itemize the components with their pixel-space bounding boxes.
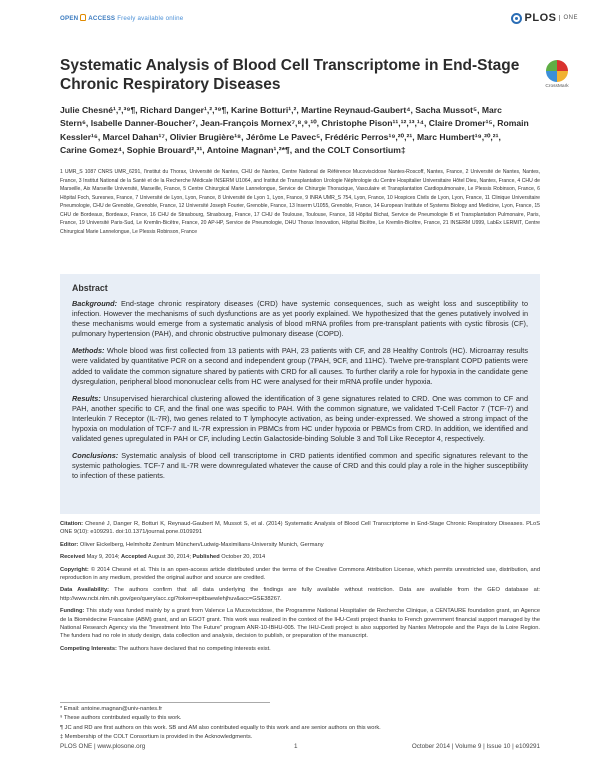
data-availability: Data Availability: The authors confirm that all data underlying the findings are fully available without restriction. Data are available from the GEO database at: http://www.ncbi.nlm.nih.gov/geo/query/acc.cgi?token=epitbaewlehjhuv&acc=GSE38267.	[60, 587, 540, 602]
consortium-note: ‡ Membership of the COLT Consortium is provided in the Acknowledgments.	[60, 734, 253, 741]
footnotes	[60, 705, 540, 743]
editor: Editor: Oliver Eickelberg, Helmholtz Zentrum München/Ludwig-Maximilians-University Munich, Germany	[60, 541, 324, 548]
open-lock-icon	[80, 14, 86, 21]
abstract-heading: Abstract	[72, 283, 108, 293]
journal-header	[60, 12, 578, 30]
crossmark-icon	[546, 60, 568, 82]
article-metadata	[60, 520, 540, 657]
open-access-badge: OPEN ACCESS Freely available online	[60, 15, 184, 22]
footnote-divider	[60, 702, 270, 703]
copyright: Copyright: © 2014 Chesné et al. This is an open-access article distributed under the terms of the Creative Commons Attribution License, which permits unrestricted use, distribution, and reproduction in any medium, provided the original author and source are credited.	[60, 566, 540, 582]
abstract-results: Results: Unsupervised hierarchical clustering allowed the identification of 3 gene signatures related to CRD. One was common to CF and PAH, another specific to CF, and the final one was specific to PAH. With the common signature, we validated T-Cell Factor 7 (TCF-7) and Interleukin 7 Receptor (IL-7R), two genes related to T lymphocyte activation, as being under-expressed. We showed a strong impact of the hypoxia on modulation of TCF-7 and IL-7R expression in PBMCs from HC under hypoxia or PBMCs from CRD. In addition, we identified and validated genes upregulated in PAH or CF, including Lectin Galactoside-binding Soluble 3 and Toll Like Receptor 4, respectively.	[72, 393, 528, 444]
citation: Citation: Chesné J, Danger R, Botturi K, Reynaud-Gaubert M, Mussot S, et al. (2014) Systematic Analysis of Blood Cell Transcriptome in End-Stage Chronic Respiratory Diseases. PLoS ONE 9(10): e109291. doi:10.1371/journal.pone.0109291	[60, 521, 540, 536]
author-list: Julie Chesné¹,²,³⁹¶, Richard Danger¹,²,³⁹¶, Karine Botturi¹,², Martine Reynaud-Gaubert⁴, Sacha Mussot⁵, Marc Stern⁶, Isabelle Danner-Boucher⁷, Jean-François Mornex⁷,⁸,⁹,¹⁰, Christophe Pison¹¹,¹²,¹³,¹⁴, Claire Dromer¹⁵, Romain Kessler¹⁶, Marcel Dahan¹⁷, Olivier Brugière¹⁸, Jérôme Le Pavec⁵, Frédéric Perros¹⁹,²⁰,²¹, Marc Humbert¹⁹,²⁰,²¹, Carine Gomez⁴, Sophie Brouard²,³¹, Antoine Magnan¹,²*¶, and the COLT Consortium‡	[60, 105, 529, 155]
abstract-background: Background: End-stage chronic respiratory diseases (CRD) have systemic consequences, such as weight loss and susceptibility to infection. However the mechanisms of such dysfunctions are as yet poorly explained. We hypothesized that the genes putatively involved in these mechanisms would emerge from a systematic analysis of blood mRNA profiles from pre-transplant patients with cystic fibrosis (CF), pulmonary hypertension (PAH), and chronic obstructive pulmonary disease (COPD).	[72, 299, 528, 339]
article-title: Systematic Analysis of Blood Cell Transcriptome in End-Stage Chronic Respiratory Diseases	[60, 57, 520, 93]
page-number: 1	[294, 743, 298, 750]
plos-icon	[511, 13, 522, 24]
competing-interests: Competing Interests: The authors have declared that no competing interests exist.	[60, 645, 271, 652]
abstract-box	[60, 274, 540, 514]
freely-available-label: Freely available online	[117, 15, 184, 22]
dates: Received May 9, 2014; Accepted August 30, 2014; Published October 20, 2014	[60, 554, 266, 561]
first-senior-note: ¶ JC and RD are first authors on this work. SB and AM also contributed equally to this work and are senior authors on this work.	[60, 724, 381, 731]
equal-contribution-note: ⁹ These authors contributed equally to this work.	[60, 715, 182, 722]
footer-journal: PLOS ONE | www.plosone.org	[60, 743, 146, 750]
funding: Funding: This study was funded mainly by a grant from Valence La Mucoviscidose, the Programme National Hospitalier de Recherche Clinique, a CENTAURE foundation grant, an Agence de la Biomédecine Francaise (ABM) grant, and an EGOT grant. This work was realized in the context of the IHU-Cesti project thanks to French government financial support managed by the National Research Agency via the "Investment Into The Future" program ANR-10-IBHU-005. The IHU-Cesti project is also supported by Nantes Metropole and the Pays de la Loire Region. The funders had no role in study design, data collection and analysis, decision to publish, or preparation of the manuscript.	[60, 608, 540, 640]
abstract-methods: Methods: Whole blood was first collected from 13 patients with PAH, 23 patients with CF, and 28 Healthy Controls (HC). Microarray results were validated by quantitative PCR on a second and independent group (7PAH, 9CF, and 11HC). Twelve pre-transplant COPD patients were added to validate the common signature shared by patients with CRD for all causes. To further clarify a role for hypoxia in the candidate gene dysregulation, peripheral blood mononuclear cells from HC were analysed for their mRNA profile under hypoxia.	[72, 346, 528, 386]
affiliations: 1 UMR_S 1087 CNRS UMR_6291, l'institut du Thorax, Université de Nantes, CHU de Nantes, Centre National de Référence Mucoviscidose Nantes-Roscoff, Nantes, France, 2 Université de Nantes, Nantes, France, 3 Institut National de la Santé et de la Recherche Médicale INSERM U1064, and Institut de Transplantation Urologie Néphrologie du Centre Hospitalier Universitaire Hôtel Dieu, Nantes, France, 4 CHU de Marseille, Aix Marseille Université, Marseille, France, 5 Centre Chirurgical Marie Lannelongue, Service de Chirurgie Thoracique, Vasculaire et Transplantation Cardiopulmonaire, Le Plessis Robinson, France, 6 Hôpital Foch, Suresnes, France, 7 Université de Lyon, Lyon, France, 8 Université de Lyon 1, Lyon, France, 9 INRA UMR_S 754, Lyon, France, 10 Hospices Civils de Lyon, Lyon, France, 11 Clinique Universitaire Pneumologie, CHU de Grenoble, Grenoble, France, 12 Université Joseph Fourier, Grenoble, France, 13 Inserm U1055, Grenoble, France, 14 European Institute of Systems Biology and Medicine, Lyon, France, 15 CHU de Bordeaux, Bordeaux, France, 16 CHU de Strasbourg, Strasbourg, France, 17 CHU de Toulouse, Toulouse, France, 18 Hôpital Bichat, Service de Pneumologie B et Transplantation Pulmonaire, Paris, France, 19 Université Paris-Sud, Le Kremlin-Bicêtre, France, 20 AP-HP, Service de Pneumologie, DHU Thorax Innovation, Hôpital Bicêtre, Le Kremlin-Bicêtre, France, 21 INSERM U999, LabEx LERMIT, Centre Chirurgical Marie Lannelongue, Le Plessis Robinson, France	[60, 169, 540, 235]
footer-issue: October 2014 | Volume 9 | Issue 10 | e109291	[411, 743, 540, 750]
plos-logo: PLOS ONE	[511, 12, 578, 24]
crossmark-badge[interactable]: CrossMark	[538, 60, 576, 89]
abstract-conclusions: Conclusions: Systematic analysis of blood cell transcriptome in CRD patients identified common and specific signatures relevant to the systemic pathologies. TCF-7 and IL-7R were downregulated whatever the cause of CRD and this could play a role in the higher susceptibility to infection of these patients.	[72, 451, 528, 481]
corresponding-email: * Email: antoine.magnan@univ-nantes.fr	[60, 706, 163, 712]
